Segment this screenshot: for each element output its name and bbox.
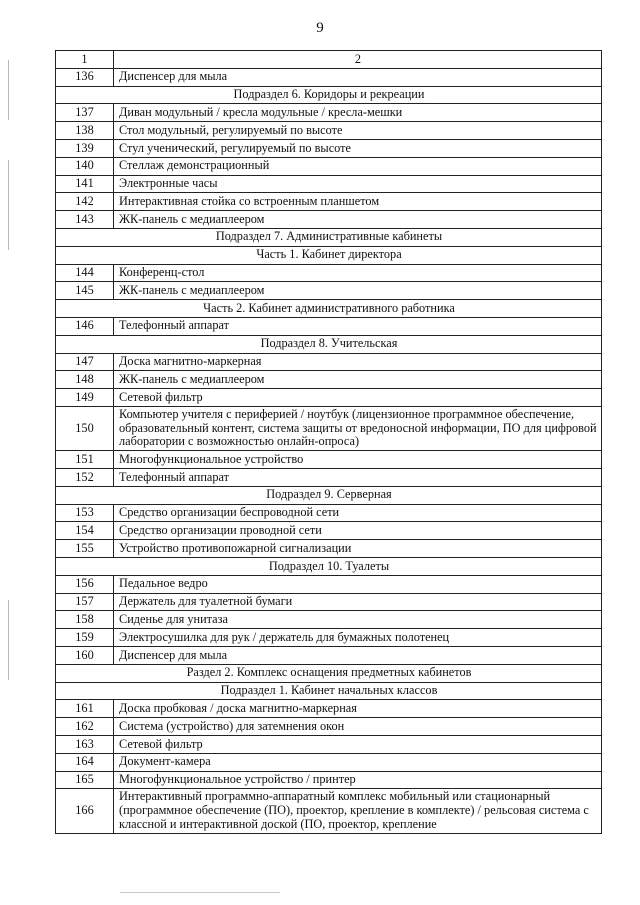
item-number: 163 (56, 735, 114, 753)
scan-edge-left (8, 160, 9, 250)
item-number: 139 (56, 139, 114, 157)
item-number: 154 (56, 522, 114, 540)
table-section-row (56, 335, 602, 353)
table-row (56, 611, 602, 629)
table-row (56, 211, 602, 229)
table-row (56, 282, 602, 300)
item-number: 140 (56, 157, 114, 175)
item-name: Интерактивная стойка со встроенным планшетом (114, 193, 602, 211)
item-number: 158 (56, 611, 114, 629)
item-number: 165 (56, 771, 114, 789)
table-row (56, 789, 602, 833)
item-name: Телефонный аппарат (114, 317, 602, 335)
table-row (56, 629, 602, 647)
scan-edge-left (8, 60, 9, 120)
table-row (56, 735, 602, 753)
item-name: Стеллаж демонстрационный (114, 157, 602, 175)
item-number: 149 (56, 389, 114, 407)
section-heading: Подраздел 9. Серверная (56, 486, 602, 504)
item-number: 141 (56, 175, 114, 193)
item-number: 162 (56, 718, 114, 736)
section-heading: Раздел 2. Комплекс оснащения предметных кабинетов (56, 664, 602, 682)
item-number: 143 (56, 211, 114, 229)
item-name: Педальное ведро (114, 575, 602, 593)
table-row (56, 157, 602, 175)
item-number: 138 (56, 122, 114, 140)
item-name: ЖК-панель с медиаплеером (114, 211, 602, 229)
table-row (56, 575, 602, 593)
item-number: 137 (56, 104, 114, 122)
table-row (56, 718, 602, 736)
item-name: Средство организации проводной сети (114, 522, 602, 540)
item-number: 152 (56, 469, 114, 487)
table-row (56, 522, 602, 540)
item-number: 144 (56, 264, 114, 282)
item-name: Устройство противопожарной сигнализации (114, 540, 602, 558)
item-number: 151 (56, 451, 114, 469)
item-name: Конференц-стол (114, 264, 602, 282)
table-row (56, 175, 602, 193)
table-row (56, 451, 602, 469)
item-name: Интерактивный программно-аппаратный комплекс мобильный или стационарный (программное обеспечение (ПО), проектор, крепление в комплекте) / рельсовая система с классной и интерактивной доской (ПО, проектор, крепление (114, 789, 602, 833)
item-name: Доска пробковая / доска магнитно-маркерная (114, 700, 602, 718)
table-row (56, 104, 602, 122)
item-name: Система (устройство) для затемнения окон (114, 718, 602, 736)
item-name: ЖК-панель с медиаплеером (114, 282, 602, 300)
table-section-row (56, 486, 602, 504)
equipment-table (55, 50, 602, 834)
item-number: 160 (56, 647, 114, 665)
item-number: 145 (56, 282, 114, 300)
item-number: 159 (56, 629, 114, 647)
table-section-row (56, 558, 602, 576)
scan-mark (120, 892, 280, 893)
item-number: 164 (56, 753, 114, 771)
item-name: Держатель для туалетной бумаги (114, 593, 602, 611)
section-heading: Подраздел 10. Туалеты (56, 558, 602, 576)
item-name: Сетевой фильтр (114, 735, 602, 753)
item-number: 157 (56, 593, 114, 611)
scan-edge-left (8, 600, 9, 680)
item-number: 153 (56, 504, 114, 522)
item-number: 142 (56, 193, 114, 211)
table-row (56, 540, 602, 558)
table-row (56, 317, 602, 335)
table-section-row (56, 664, 602, 682)
item-name: Многофункциональное устройство (114, 451, 602, 469)
item-name: Диспенсер для мыла (114, 68, 602, 86)
item-name: Телефонный аппарат (114, 469, 602, 487)
table-row (56, 753, 602, 771)
table-row (56, 193, 602, 211)
header-col-2: 2 (114, 51, 602, 69)
item-number: 150 (56, 406, 114, 450)
item-name: Электронные часы (114, 175, 602, 193)
section-heading: Часть 1. Кабинет директора (56, 246, 602, 264)
item-number: 146 (56, 317, 114, 335)
table-section-row (56, 682, 602, 700)
page-number: 9 (316, 20, 324, 36)
item-name: Документ-камера (114, 753, 602, 771)
table-header-row (56, 51, 602, 69)
table-row (56, 700, 602, 718)
section-heading: Подраздел 7. Административные кабинеты (56, 228, 602, 246)
item-name: Доска магнитно-маркерная (114, 353, 602, 371)
item-number: 136 (56, 68, 114, 86)
item-number: 147 (56, 353, 114, 371)
item-name: Электросушилка для рук / держатель для бумажных полотенец (114, 629, 602, 647)
section-heading: Подраздел 6. Коридоры и рекреации (56, 86, 602, 104)
item-number: 156 (56, 575, 114, 593)
table-row (56, 406, 602, 450)
item-number: 155 (56, 540, 114, 558)
item-name: Стол модульный, регулируемый по высоте (114, 122, 602, 140)
item-name: ЖК-панель с медиаплеером (114, 371, 602, 389)
item-name: Сиденье для унитаза (114, 611, 602, 629)
table-section-row (56, 246, 602, 264)
item-name: Многофункциональное устройство / принтер (114, 771, 602, 789)
table-row (56, 122, 602, 140)
item-name: Диспенсер для мыла (114, 647, 602, 665)
table-section-row (56, 300, 602, 318)
item-name: Стул ученический, регулируемый по высоте (114, 139, 602, 157)
item-name: Компьютер учителя с периферией / ноутбук (лицензионное программное обеспечение, образовательный контент, система защиты от вредоносной информации, ПО для цифровой лаборатории с возможностью онлайн-опроса) (114, 406, 602, 450)
table-row (56, 68, 602, 86)
table-row (56, 647, 602, 665)
table-row (56, 593, 602, 611)
table-row (56, 504, 602, 522)
table-row (56, 371, 602, 389)
item-number: 148 (56, 371, 114, 389)
item-name: Диван модульный / кресла модульные / кресла-мешки (114, 104, 602, 122)
section-heading: Часть 2. Кабинет административного работника (56, 300, 602, 318)
item-name: Сетевой фильтр (114, 389, 602, 407)
section-heading: Подраздел 1. Кабинет начальных классов (56, 682, 602, 700)
table-section-row (56, 228, 602, 246)
table-row (56, 771, 602, 789)
item-number: 161 (56, 700, 114, 718)
table-section-row (56, 86, 602, 104)
item-name: Средство организации беспроводной сети (114, 504, 602, 522)
section-heading: Подраздел 8. Учительская (56, 335, 602, 353)
item-number: 166 (56, 789, 114, 833)
table-row (56, 389, 602, 407)
header-col-1: 1 (56, 51, 114, 69)
table-row (56, 353, 602, 371)
table-row (56, 139, 602, 157)
equipment-table-body (56, 51, 602, 834)
table-row (56, 264, 602, 282)
table-row (56, 469, 602, 487)
